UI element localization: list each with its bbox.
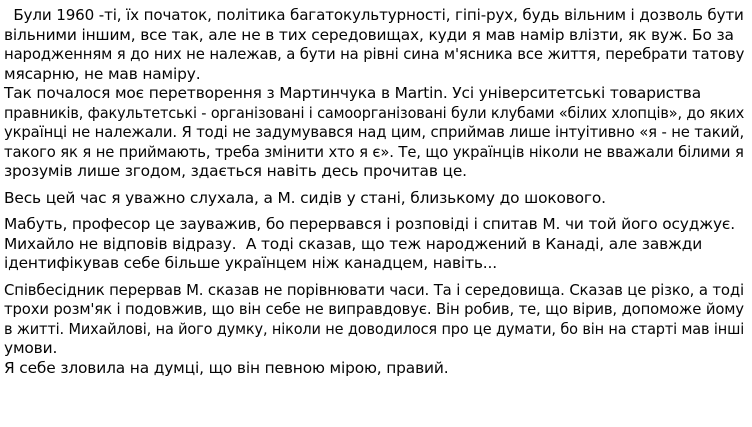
paragraph-gap: [4, 182, 744, 189]
text-line: ідентифікував себе більше українцем ніж канадцем, навіть...: [4, 254, 498, 272]
text-line: Співбесідник перервав М. сказав не порівнювати часи. Та і середовища. Сказав це різко, а тоді: [4, 280, 744, 299]
text-line: Весь цей час я уважно слухала, а М. сидів у стані, близькому до шокового.: [4, 188, 606, 207]
text-line: мясарню, не мав наміру.: [4, 64, 201, 83]
paragraph-listening: [4, 189, 744, 209]
text-line: Так почалося моє перетворення з Мартинчука в Martin. Усі університетські товариства: [4, 84, 702, 102]
text-line: народженням я до них не належав, а бути на рівні сина м'ясника все життя, перебрати татову: [4, 45, 745, 63]
paragraph-interlocutor: [4, 281, 744, 379]
text-line: українці не належали. Я тоді не задумувався над цим, сприймав лише інтуітивно «я - не такий,: [4, 123, 745, 141]
text-line: Були 1960 -ті, їх початок, політика багатокультурності, гіпі-рух, будь вільним і дозволь бути: [4, 6, 744, 24]
text-line: Я себе зловила на думці, що він певною мірою, правий.: [4, 358, 449, 377]
text-line: правників, факультетські - організовані і самоорганізовані були клубами «білих хлопців», до яких: [4, 103, 745, 122]
paragraph-1960s: [4, 6, 744, 84]
text-line: Мабуть, професор це зауважив, бо перервався і розповіді і спитав М. чи той його осуджує.: [4, 215, 735, 233]
paragraph-transformation: [4, 84, 744, 182]
text-line: в житті. Михайлові, на його думку, ніколи не доводилося про це думати, бо він на старті мав інші: [4, 319, 745, 338]
text-line: зрозумів лише згодом, здається навіть десь прочитав це.: [4, 162, 467, 180]
text-line: такого як я не приймають, треба змінити хто я є». Те, що українців ніколи не вважали білими я: [4, 142, 744, 161]
text-line: умови.: [4, 339, 58, 357]
text-line: Михайло не відповів відразу. А тоді сказав, що теж народжений в Канаді, але завжди: [4, 234, 703, 253]
paragraph-gap: [4, 208, 744, 215]
paragraph-gap: [4, 274, 744, 281]
text-line: вільними іншим, все так, але не в тих середовищах, куди я мав намір влізти, як вуж. Бо за: [4, 25, 734, 44]
text-line: трохи розм'як і подовжив, що він себе не виправдовує. Він робив, те, що вірив, допоможе йому: [4, 300, 744, 318]
paragraph-professor-question: [4, 215, 744, 274]
